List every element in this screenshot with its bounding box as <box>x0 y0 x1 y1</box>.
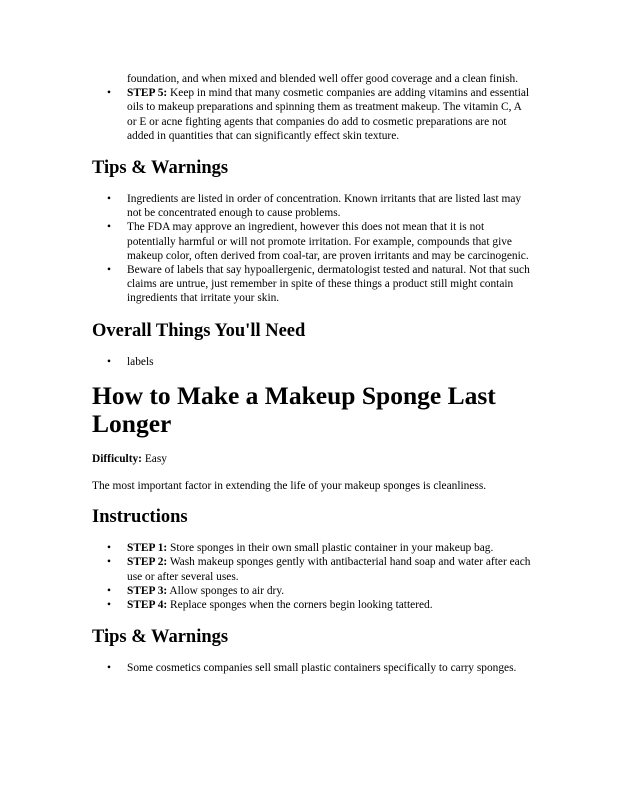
difficulty-label: Difficulty: <box>92 452 142 465</box>
document-page <box>92 72 532 675</box>
bullet-icon: • <box>107 584 111 597</box>
bullet-icon: • <box>107 87 111 100</box>
tips-warnings-list <box>92 192 532 306</box>
tips-warnings-list-2 <box>92 661 532 675</box>
step-label: STEP 5: <box>127 87 168 100</box>
list-item <box>92 584 532 598</box>
list-item <box>92 541 532 555</box>
list-item <box>92 355 532 369</box>
step-label: STEP 3: <box>127 584 168 597</box>
bullet-icon: • <box>107 542 111 555</box>
tip-text: Ingredients are listed in order of concentration. Known irritants that are listed last may not be concentrated enough to cause problems. <box>127 193 522 220</box>
tip-text: Some cosmetics companies sell small plastic containers specifically to carry sponges. <box>127 662 517 675</box>
list-item <box>92 263 532 306</box>
bullet-icon: • <box>107 662 111 675</box>
bullet-icon: • <box>107 221 111 234</box>
bullet-icon: • <box>107 599 111 612</box>
step-label: STEP 4: <box>127 599 168 612</box>
instructions-list <box>92 541 532 612</box>
step-text: Store sponges in their own small plastic container in your makeup bag. <box>167 542 494 555</box>
needed-item-text: labels <box>127 355 154 368</box>
difficulty-value: Easy <box>141 452 167 465</box>
instructions-list-continued <box>92 86 532 143</box>
step-label: STEP 1: <box>127 542 168 555</box>
things-needed-list <box>92 355 532 369</box>
bullet-icon: • <box>107 556 111 569</box>
bullet-icon: • <box>107 355 111 368</box>
list-item <box>92 220 532 263</box>
list-item <box>92 661 532 675</box>
list-item-continuation: foundation, and when mixed and blended well offer good coverage and a clean finish. <box>127 73 519 85</box>
step-text: Wash makeup sponges gently with antibacterial hand soap and water after each use or after several uses. <box>127 556 531 583</box>
bullet-icon: • <box>107 264 111 277</box>
tip-text: The FDA may approve an ingredient, however this does not mean that it is not potentially harmful or will not promote irritation. For example, compounds that give makeup color, often derived from coal-tar, are proven irritants and may be carcinogenic. <box>127 221 529 262</box>
list-item <box>92 598 532 612</box>
tips-warnings-heading-2: Tips & Warnings <box>92 627 229 648</box>
instructions-heading: Instructions <box>92 507 188 528</box>
step-label: STEP 2: <box>127 556 168 569</box>
step-text: Keep in mind that many cosmetic companies are adding vitamins and essential oils to makeup preparations and spinning them as treatment makeup. The vitamin C, A or E or acne fighting agents that companies do add to cosmetic preparations are not added in quantities that can significantly effect skin texture. <box>127 87 530 142</box>
difficulty-line <box>92 452 532 466</box>
tips-warnings-heading: Tips & Warnings <box>92 158 229 179</box>
list-item <box>92 555 532 583</box>
bullet-icon: • <box>107 193 111 206</box>
article-title: How to Make a Makeup Sponge Last Longer <box>92 380 496 439</box>
step-text: Allow sponges to air dry. <box>167 584 285 597</box>
tip-text: Beware of labels that say hypoallergenic, dermatologist tested and natural. Not that such claims are untrue, just remember in spite of these things a product still might contain ingredients that irritate your skin. <box>127 264 530 305</box>
list-item <box>92 192 532 220</box>
article-intro: The most important factor in extending the life of your makeup sponges is cleanliness. <box>92 480 487 493</box>
list-item <box>92 86 532 143</box>
things-needed-heading: Overall Things You'll Need <box>92 320 306 341</box>
step-text: Replace sponges when the corners begin looking tattered. <box>167 599 433 612</box>
